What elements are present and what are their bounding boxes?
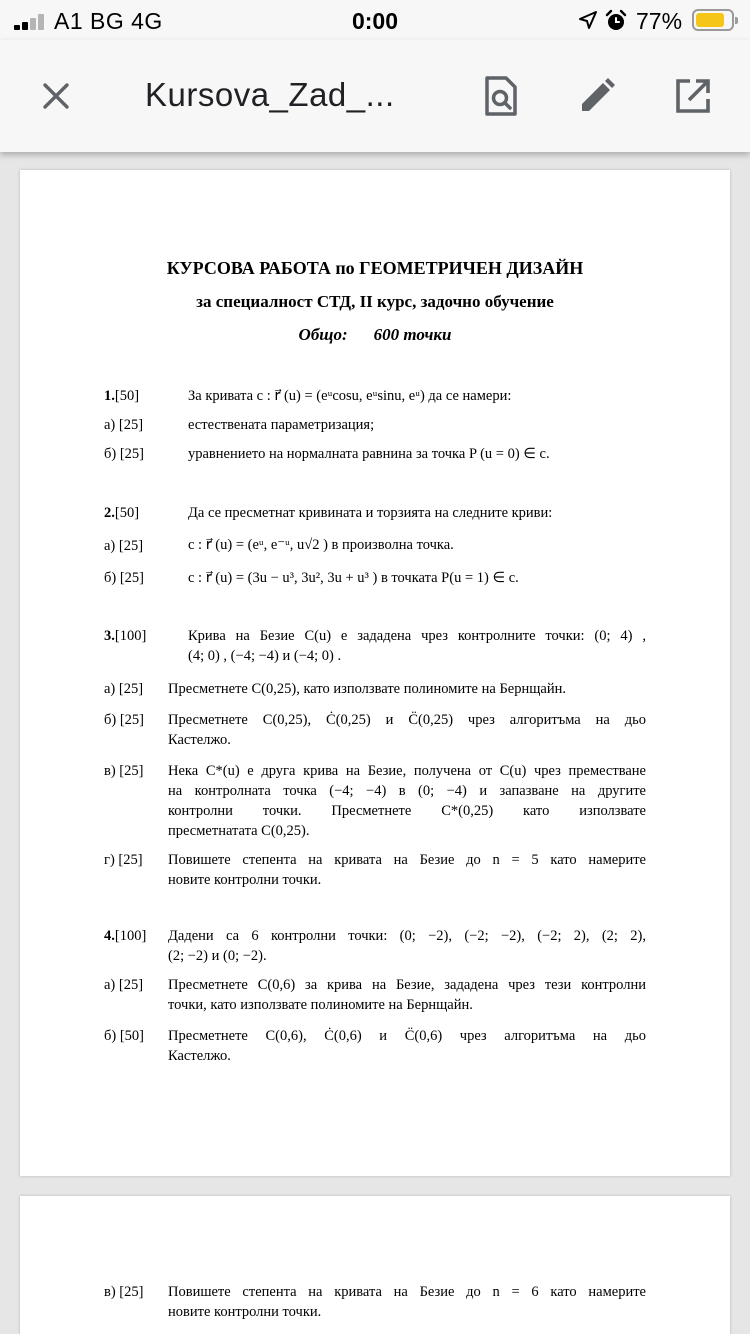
total-value: 600 точки: [373, 325, 452, 344]
problem-3b-label: б) [25]: [104, 712, 144, 728]
problem-1b-text: уравнението на нормалната равнина за точка P (u = 0) ∈ c.: [188, 446, 550, 462]
problem-2-label: 2.[50]: [104, 505, 140, 521]
problem-1b-label: б) [25]: [104, 446, 144, 462]
location-arrow-icon: [578, 10, 598, 30]
problem-1a-label: а) [25]: [104, 417, 144, 433]
document-title: Kursova_Zad_...: [145, 76, 395, 113]
close-button[interactable]: [33, 73, 79, 119]
problem-2-text: Да се пресметнат кривината и торзията на следните криви:: [188, 505, 553, 521]
problem-3c-text-line1: Нека C*(u) е друга крива на Безие, получена от C(u) чрез преместване: [168, 763, 646, 779]
problem-3b-text-line1: Пресметнете C(0,25), Ċ(0,25) и C̈(0,25) чрез алгоритъма на дьо: [168, 712, 646, 728]
problem-3c-text-line4: пресметнатата C(0,25).: [168, 823, 310, 839]
alarm-clock-icon: [604, 9, 628, 33]
problem-4a-text-line2: точки, като използвате полиномите на Бернщайн.: [168, 997, 473, 1013]
problem-4b-label: б) [50]: [104, 1028, 144, 1044]
problem-3d-label: г) [25]: [104, 852, 143, 868]
document-heading: КУРСОВА РАБОТА по ГЕОМЕТРИЧЕН ДИЗАЙН: [166, 258, 584, 278]
problem-3-text-line1: Крива на Безие C(u) е зададена чрез контролните точки: (0; 4) ,: [188, 628, 646, 644]
document-page-2: [20, 1196, 730, 1334]
document-subheading: за специалност СТД, II курс, задочно обучение: [196, 292, 554, 311]
problem-3-label: 3.[100]: [104, 628, 147, 644]
problem-3c-text-line2: на контролната точка (−4; −4) в (0; −4) и запазване на другите: [168, 783, 646, 799]
problem-3-text-line2: (4; 0) , (−4; −4) и (−4; 0) .: [188, 648, 342, 664]
problem-4a-text-line1: Пресметнете C(0,6) за крива на Безие, зададена чрез тези контролни: [168, 977, 646, 993]
problem-3c-label: в) [25]: [104, 763, 144, 779]
clock: 0:00: [351, 8, 399, 34]
page2-part-label: в) [25]: [104, 1284, 144, 1300]
problem-4b-text-line2: Кастелжо.: [168, 1048, 231, 1064]
problem-4-text-line1: Дадени са 6 контролни точки: (0; −2), (−2; −2), (−2; 2), (2; 2),: [168, 928, 646, 944]
problem-3b-text-line2: Кастелжо.: [168, 732, 231, 748]
problem-3d-text-line2: новите контролни точки.: [168, 872, 322, 888]
total-points: [20, 325, 730, 345]
close-icon: [40, 80, 72, 112]
problem-4b-text-line1: Пресметнете C(0,6), Ċ(0,6) и C̈(0,6) чрез алгоритъма на дьо: [168, 1028, 646, 1044]
pencil-icon: [577, 76, 617, 116]
battery-icon: [692, 9, 734, 31]
problem-2b-text: c : r⃗ (u) = (3u − u³, 3u², 3u + u³ ) в точката P(u = 1) ∈ c.: [188, 570, 519, 586]
problem-4-label: 4.[100]: [104, 928, 147, 944]
page2-part-text-line2: новите контролни точки.: [168, 1304, 322, 1320]
app-toolbar: [0, 40, 750, 152]
problem-3a-text: Пресметнете C(0,25), като използвате полиномите на Бернщайн.: [168, 681, 566, 697]
problem-3a-label: а) [25]: [104, 681, 144, 697]
problem-1a-text: естествената параметризация;: [188, 417, 375, 433]
carrier-label: A1 BG 4G: [54, 8, 163, 34]
page2-part-text-line1: Повишете степента на кривата на Безие до n = 6 като намерите: [168, 1284, 646, 1300]
problem-4a-label: а) [25]: [104, 977, 144, 993]
status-bar: [0, 0, 750, 40]
preview-button[interactable]: [478, 73, 524, 119]
total-label: Общо:: [298, 325, 348, 344]
document-page-1: [20, 170, 730, 1176]
problem-3c-text-line3: контролни точки. Пресметнете C*(0,25) като използвате: [168, 803, 646, 819]
problem-4-text-line2: (2; −2) и (0; −2).: [168, 948, 267, 964]
open-external-button[interactable]: [670, 73, 716, 119]
problem-1-label: 1.[50]: [104, 388, 140, 404]
problem-2a-text: c : r⃗ (u) = (eᵘ, e⁻ᵘ, u√2 ) в произволна точка.: [188, 537, 454, 553]
problem-3d-text-line1: Повишете степента на кривата на Безие до n = 5 като намерите: [168, 852, 646, 868]
problem-2a-label: а) [25]: [104, 538, 144, 554]
edit-button[interactable]: [574, 73, 620, 119]
problem-1-text: За кривата c : r⃗ (u) = (eᵘcosu, eᵘsinu, eᵘ) да се намери:: [188, 388, 512, 404]
open-in-new-icon: [674, 77, 712, 115]
problem-2b-label: б) [25]: [104, 570, 144, 586]
battery-percent: 77%: [636, 8, 683, 34]
document-search-icon: [483, 74, 519, 118]
